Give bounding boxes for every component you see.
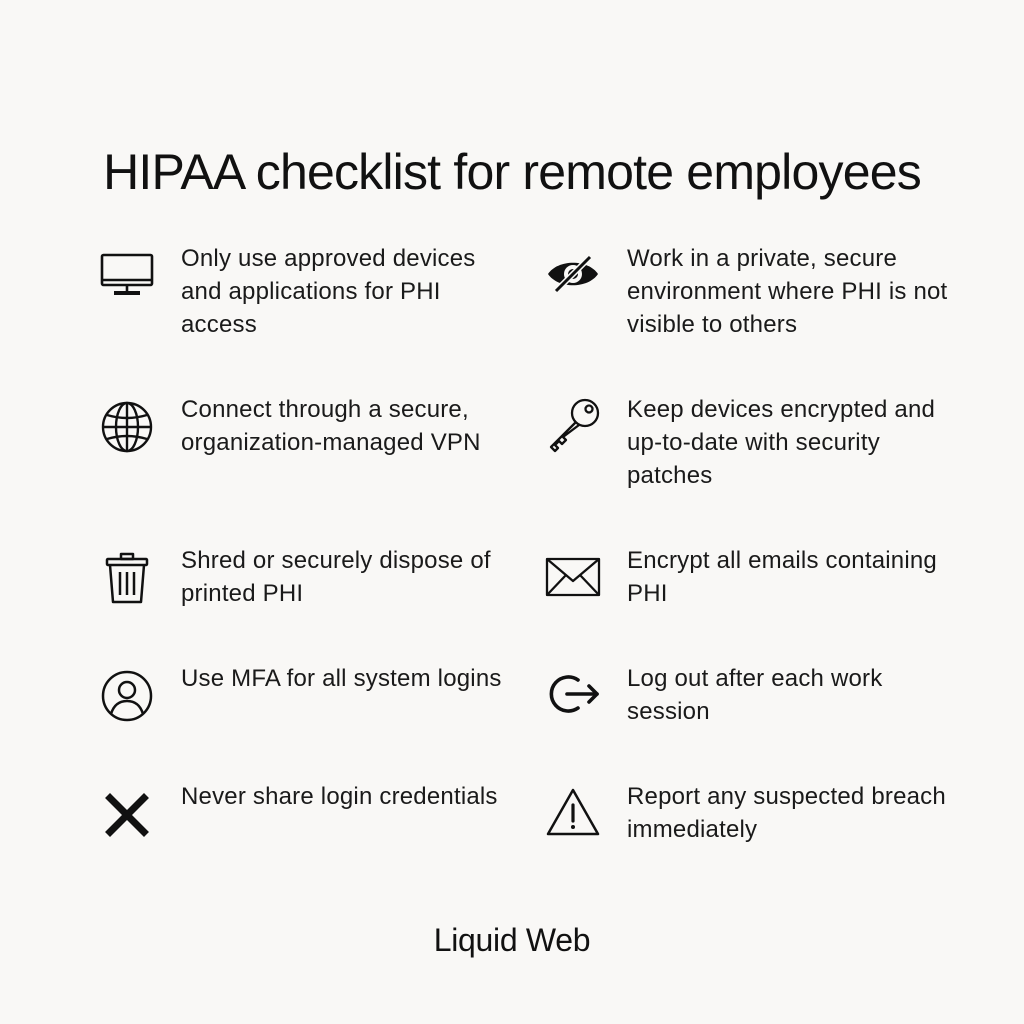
x-icon [99, 784, 155, 840]
warning-triangle-icon [545, 784, 601, 840]
checklist-item-text: Report any suspected breach immediately [627, 783, 946, 843]
checklist-item-text: Work in a private, secure environment where PHI is not visible to others [627, 245, 948, 338]
eye-slash-icon [545, 246, 601, 302]
key-icon [545, 397, 601, 453]
checklist-item-text: Only use approved devices and applications for PHI access [181, 245, 476, 338]
page-title: HIPAA checklist for remote employees [103, 143, 921, 200]
checklist-item-text: Never share login credentials [181, 783, 498, 810]
logout-icon [545, 666, 601, 722]
globe-icon [99, 397, 155, 453]
checklist-item-text: Use MFA for all system logins [181, 665, 502, 692]
user-circle-icon [99, 666, 155, 722]
envelope-icon [545, 548, 601, 604]
checklist-item-text: Log out after each work session [627, 665, 883, 725]
checklist-item-text: Keep devices encrypted and up-to-date with security patches [627, 396, 936, 489]
brand-logo: Liquid Web [433, 922, 591, 958]
checklist-item-text: Encrypt all emails containing PHI [627, 547, 937, 607]
checklist-item-text: Shred or securely dispose of printed PHI [181, 547, 491, 607]
monitor-icon [99, 246, 155, 302]
checklist-item-text: Connect through a secure, organization-managed VPN [181, 396, 481, 456]
trash-icon [99, 548, 155, 604]
